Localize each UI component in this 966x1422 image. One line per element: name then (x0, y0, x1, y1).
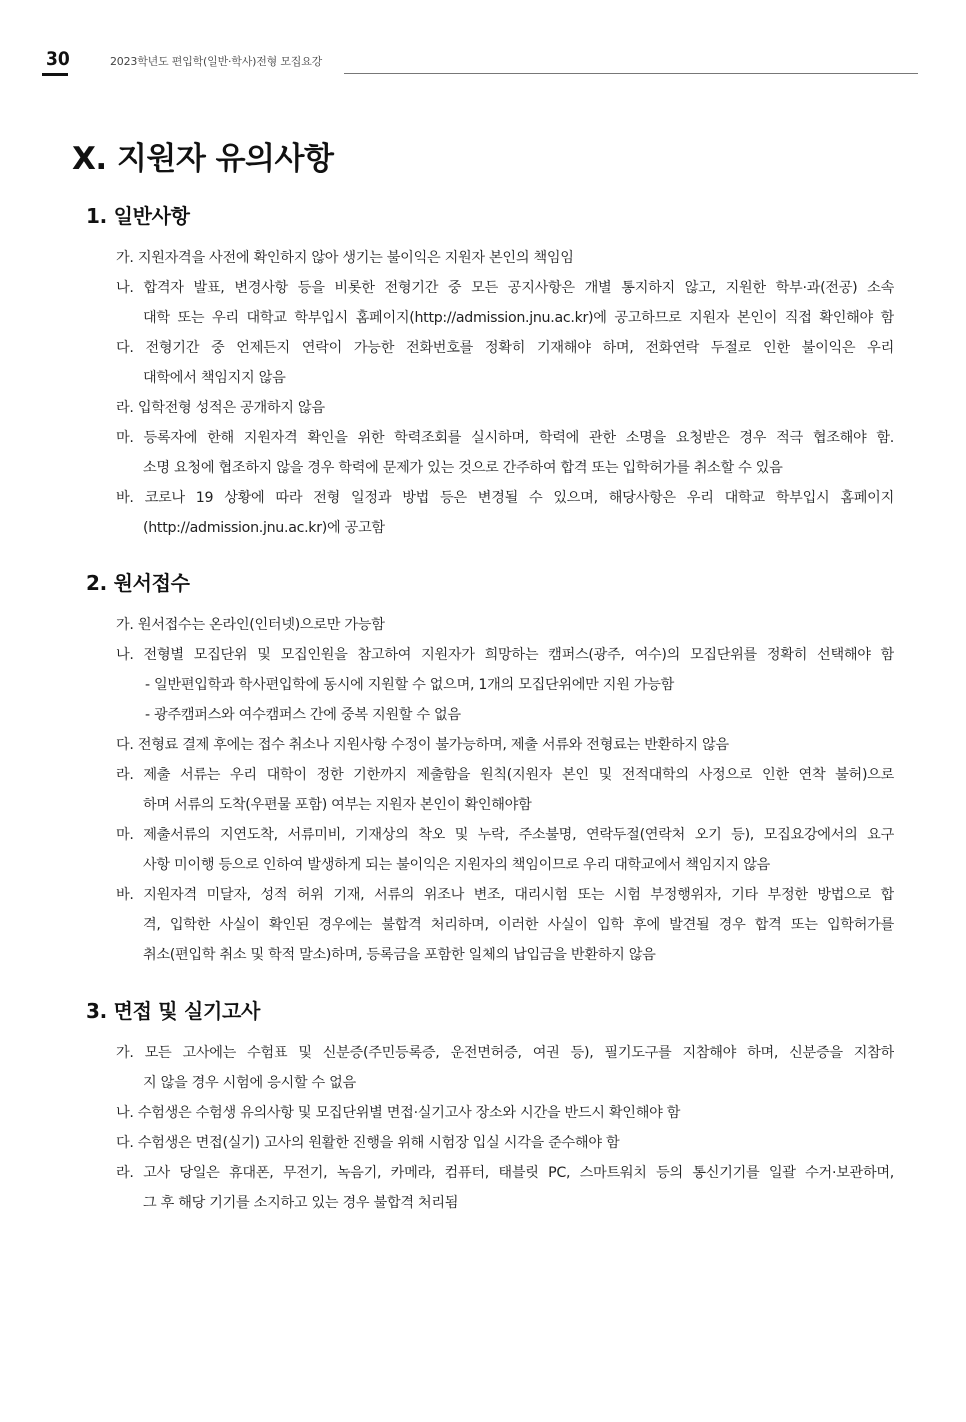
item-line: 그 후 해당 기기를 소지하고 있는 경우 불합격 처리됨 (143, 1195, 459, 1211)
list-item (116, 243, 894, 273)
item-line: 대학 또는 우리 대학교 학부입시 홈페이지(http://admission.jnu.ac.kr)에 공고하므로 지원자 본인이 직접 확인해야 함 (143, 310, 894, 326)
page-number: 30 (46, 48, 70, 70)
list-item (116, 423, 894, 483)
list-item (116, 610, 894, 640)
page-header (42, 44, 918, 76)
section-title: 1. 일반사항 (86, 204, 190, 228)
list-item (116, 1158, 894, 1218)
item-line: 하며 서류의 도착(우편물 포함) 여부는 지원자 본인이 확인해야함 (143, 797, 532, 813)
item-line: 가. 지원자격을 사전에 확인하지 않아 생기는 불이익은 지원자 본인의 책임임 (116, 250, 574, 266)
item-line: 나. 전형별 모집단위 및 모집인원을 참고하여 지원자가 희망하는 캠퍼스(광주, 여수)의 모집단위를 정확히 선택해야 함 (116, 647, 894, 663)
item-line: 바. 지원자격 미달자, 성적 허위 기재, 서류의 위조나 변조, 대리시험 또는 시험 부정행위자, 기타 부정한 방법으로 합 (116, 887, 894, 903)
item-line: 격, 입학한 사실이 확인된 경우에는 불합격 처리하며, 이러한 사실이 입학 후에 발견될 경우 합격 또는 입학허가를 (143, 917, 894, 933)
item-line: 나. 수험생은 수험생 유의사항 및 모집단위별 면접·실기고사 장소와 시간을 반드시 확인해야 함 (116, 1105, 681, 1121)
item-line: 지 않을 경우 시험에 응시할 수 없음 (143, 1075, 356, 1091)
section-title: 2. 원서접수 (86, 571, 190, 595)
list-item (116, 1128, 894, 1158)
item-line: 소명 요청에 협조하지 않을 경우 학력에 문제가 있는 것으로 간주하여 합격 또는 입학허가를 취소할 수 있음 (143, 460, 783, 476)
item-line: (http://admission.jnu.ac.kr)에 공고함 (143, 520, 385, 536)
item-line: 다. 전형기간 중 언제든지 연락이 가능한 전화번호를 정확히 기재해야 하며, 전화연락 두절로 인한 불이익은 우리 (116, 340, 894, 356)
list-item (116, 483, 894, 543)
item-line: - 광주캠퍼스와 여수캠퍼스 간에 중복 지원할 수 없음 (145, 707, 461, 723)
list-item (116, 273, 894, 333)
section-title: 3. 면접 및 실기고사 (86, 999, 261, 1023)
list-item (116, 640, 894, 670)
item-line: 취소(편입학 취소 및 학적 말소)하며, 등록금을 포함한 일체의 납입금을 반환하지 않음 (143, 947, 656, 963)
header-title: 2023학년도 편입학(일반·학사)전형 모집요강 (110, 55, 323, 68)
item-line: 라. 고사 당일은 휴대폰, 무전기, 녹음기, 카메라, 컴퓨터, 태블릿 PC, 스마트워치 등의 통신기기를 일괄 수거·보관하며, (116, 1165, 894, 1181)
item-line: - 일반편입학과 학사편입학에 동시에 지원할 수 없으며, 1개의 모집단위에만 지원 가능함 (145, 677, 675, 693)
item-line: 사항 미이행 등으로 인하여 발생하게 되는 불이익은 지원자의 책임이므로 우리 대학교에서 책임지지 않음 (143, 857, 770, 873)
item-line: 마. 등록자에 한해 지원자격 확인을 위한 학력조회를 실시하며, 학력에 관한 소명을 요청받은 경우 적극 협조해야 함. (116, 430, 894, 446)
list-item (116, 1038, 894, 1098)
item-line: 라. 입학전형 성적은 공개하지 않음 (116, 400, 325, 416)
item-line: 마. 제출서류의 지연도착, 서류미비, 기재상의 착오 및 누락, 주소불명, 연락두절(연락처 오기 등), 모집요강에서의 요구 (116, 827, 894, 843)
item-line: 가. 모든 고사에는 수험표 및 신분증(주민등록증, 운전면허증, 여권 등), 필기도구를 지참해야 하며, 신분증을 지참하 (116, 1045, 894, 1061)
chapter-title: Ⅹ. 지원자 유의사항 (72, 141, 334, 177)
list-item (116, 670, 894, 700)
item-line: 대학에서 책임지지 않음 (143, 370, 286, 386)
header-rule (344, 73, 918, 74)
list-item (116, 700, 894, 730)
item-line: 나. 합격자 발표, 변경사항 등을 비롯한 전형기간 중 모든 공지사항은 개별 통지하지 않고, 지원한 학부·과(전공) 소속 (116, 280, 894, 296)
item-line: 라. 제출 서류는 우리 대학이 정한 기한까지 제출함을 원칙(지원자 본인 및 전적대학의 사정으로 인한 연착 불허)으로 (116, 767, 894, 783)
list-item (116, 880, 894, 970)
list-item (116, 760, 894, 820)
list-item (116, 820, 894, 880)
list-item (116, 730, 894, 760)
list-item (116, 393, 894, 423)
item-line: 바. 코로나 19 상황에 따라 전형 일정과 방법 등은 변경될 수 있으며, 해당사항은 우리 대학교 학부입시 홈페이지 (116, 490, 894, 506)
list-item (116, 333, 894, 393)
page-number-underline (42, 73, 68, 76)
item-line: 가. 원서접수는 온라인(인터넷)으로만 가능함 (116, 617, 385, 633)
item-line: 다. 전형료 결제 후에는 접수 취소나 지원사항 수정이 불가능하며, 제출 서류와 전형료는 반환하지 않음 (116, 737, 729, 753)
item-line: 다. 수험생은 면접(실기) 고사의 원활한 진행을 위해 시험장 입실 시각을 준수해야 함 (116, 1135, 620, 1151)
list-item (116, 1098, 894, 1128)
